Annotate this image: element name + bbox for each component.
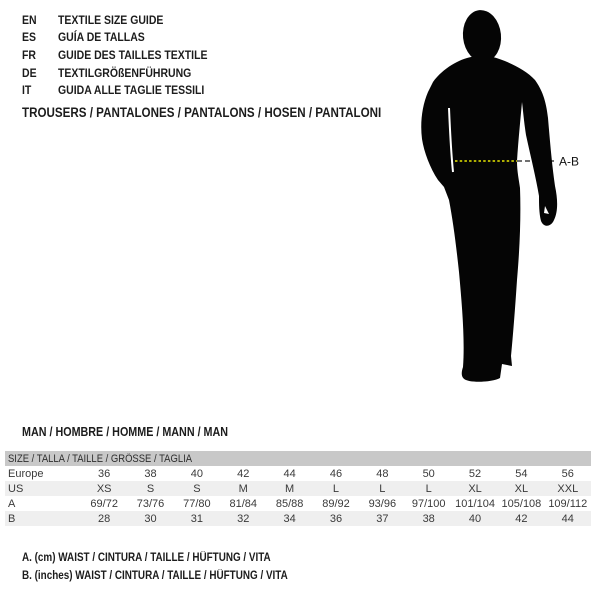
table-cell: XS: [81, 481, 127, 496]
silhouette-body: [421, 57, 557, 382]
lang-row-en: [22, 11, 232, 29]
lang-code-de: DE: [22, 65, 37, 80]
table-cell: 28: [81, 511, 127, 526]
lang-row-it: [22, 81, 232, 99]
table-cell: 56: [561, 467, 574, 480]
table-cell: 93/96: [368, 497, 397, 510]
table-cell: 89/92: [322, 497, 350, 510]
table-cell: 38: [144, 467, 157, 480]
size-table-header: SIZE / TALLA / TAILLE / GRÖSSE / TAGLIA: [8, 452, 193, 465]
table-cell: 50: [422, 467, 435, 480]
row-label: Europe: [8, 467, 44, 480]
table-cell: 40: [190, 467, 204, 480]
table-cell: L: [359, 481, 405, 496]
table-cell: 37: [359, 511, 405, 526]
table-cell: 48: [376, 467, 389, 480]
table-row-europe: [5, 466, 591, 481]
lang-label-en: TEXTILE SIZE GUIDE: [58, 12, 164, 27]
table-cell: 101/104: [455, 497, 495, 510]
table-row-a-cm: [5, 496, 591, 511]
note-waist-cm: A. (cm) WAIST / CINTURA / TAILLE / HÜFTUNG / VITA: [22, 552, 271, 564]
man-title: MAN / HOMBRE / HOMME / MANN / MAN: [22, 425, 229, 439]
table-cell: 42: [498, 511, 544, 526]
measurement-notes: [22, 549, 331, 585]
table-cell: L: [313, 481, 359, 496]
lang-label-it: GUIDA ALLE TAGLIE TESSILI: [58, 83, 205, 98]
row-label: US: [5, 481, 81, 496]
table-cell: S: [174, 481, 220, 496]
table-cell: 36: [98, 467, 111, 480]
table-cell: 34: [266, 511, 312, 526]
table-cell: 109/112: [548, 497, 588, 510]
table-cell: 54: [515, 467, 528, 480]
table-cell: 97/100: [411, 497, 446, 510]
lang-code-en: EN: [22, 12, 37, 27]
table-cell: 44: [283, 467, 296, 480]
table-row-b-inches: [5, 511, 591, 526]
language-legend: [22, 11, 232, 99]
size-table: [5, 451, 591, 526]
table-cell: M: [220, 481, 266, 496]
table-cell: XL: [498, 481, 544, 496]
table-cell: 36: [313, 511, 359, 526]
lang-code-es: ES: [22, 30, 36, 45]
table-cell: 73/76: [136, 497, 165, 510]
row-label: A: [8, 497, 16, 510]
table-cell: 32: [220, 511, 266, 526]
silhouette-head: [460, 8, 503, 64]
table-cell: 69/72: [90, 497, 118, 510]
table-cell: XXL: [545, 481, 591, 496]
table-cell: 52: [468, 467, 482, 480]
lang-label-fr: GUIDE DES TAILLES TEXTILE: [58, 47, 208, 62]
row-label: B: [5, 511, 81, 526]
table-cell: 42: [237, 467, 250, 480]
table-cell: 46: [329, 467, 343, 480]
lang-label-de: TEXTILGRÖßENFÜHRUNG: [58, 65, 192, 80]
lang-code-it: IT: [22, 83, 32, 98]
table-cell: 77/80: [183, 497, 211, 510]
table-cell: M: [266, 481, 312, 496]
table-cell: 85/88: [275, 497, 304, 510]
measure-label-ab: A-B: [559, 154, 580, 169]
lang-label-es: GUÍA DE TALLAS: [58, 30, 145, 45]
table-cell: 40: [452, 511, 498, 526]
table-cell: 44: [545, 511, 591, 526]
size-table-header-row: [5, 451, 591, 466]
note-waist-inches: B. (inches) WAIST / CINTURA / TAILLE / HÜFTUNG / VITA: [22, 570, 288, 582]
table-row-us: [5, 481, 591, 496]
table-cell: 30: [127, 511, 173, 526]
table-cell: S: [127, 481, 173, 496]
table-cell: 31: [174, 511, 220, 526]
man-silhouette-figure: [405, 0, 600, 400]
category-title: TROUSERS / PANTALONES / PANTALONS / HOSEN / PANTALONI: [22, 105, 382, 120]
table-cell: L: [406, 481, 452, 496]
table-cell: 38: [406, 511, 452, 526]
table-cell: 105/108: [501, 497, 542, 510]
lang-row-de: [22, 64, 232, 82]
lang-row-es: [22, 29, 232, 47]
table-cell: 81/84: [229, 497, 258, 510]
lang-code-fr: FR: [22, 47, 36, 62]
size-table-wrap: [5, 451, 591, 526]
table-cell: XL: [452, 481, 498, 496]
lang-row-fr: [22, 46, 232, 64]
